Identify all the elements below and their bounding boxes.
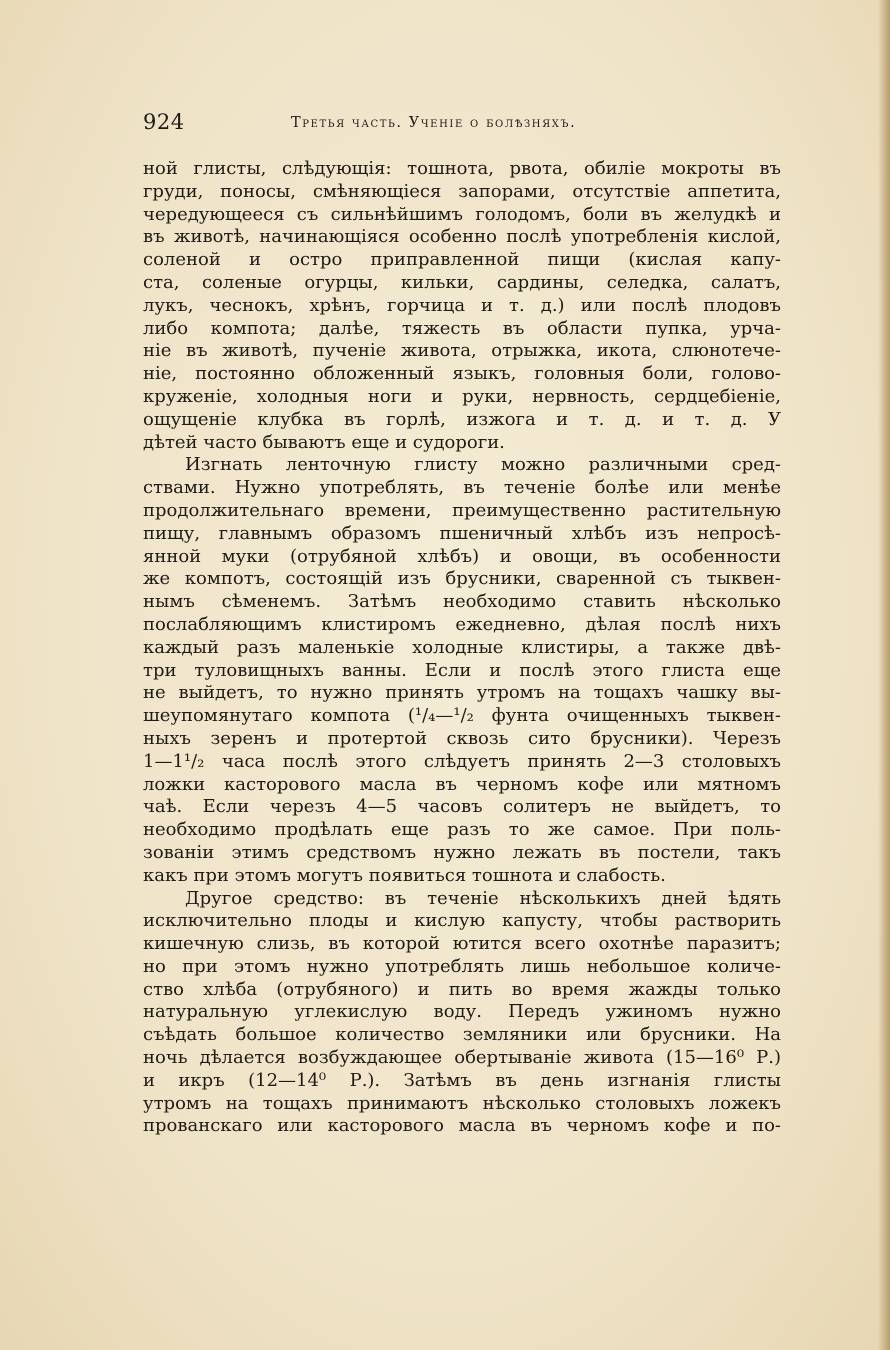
text-line: въ животѣ, начинающіяся особенно послѣ употребленія кислой, — [143, 226, 781, 248]
text-line: прованскаго или касторового масла въ черномъ кофе и по- — [143, 1115, 781, 1137]
text-line: три туловищныхъ ванны. Если и послѣ этого глиста еще — [143, 659, 781, 681]
text-line: продолжительнаго времени, преимущественно растительную — [143, 499, 781, 521]
text-line: кишечную слизь, въ которой ютится всего охотнѣе паразитъ; — [143, 933, 781, 955]
text-line: и икръ (12—14⁰ Р.). Затѣмъ въ день изгнанія глисты — [143, 1069, 781, 1091]
text-line: ніе, постоянно обложенный языкъ, головныя боли, голово- — [143, 363, 781, 385]
text-line: чередующееся съ сильнѣйшимъ голодомъ, боли въ желудкѣ и — [143, 203, 781, 225]
text-line: Изгнать ленточную глисту можно различными сред- — [185, 454, 781, 476]
text-line: какъ при этомъ могутъ появиться тошнота и слабость. — [143, 864, 666, 886]
text-line: ствами. Нужно употреблять, въ теченіе болѣе или менѣе — [143, 477, 781, 499]
text-line: чаѣ. Если черезъ 4—5 часовъ солитеръ не выйдетъ, то — [143, 796, 781, 818]
text-line: натуральную углекислую воду. Передъ ужиномъ нужно — [143, 1001, 781, 1023]
text-line: круженіе, холодныя ноги и руки, нервность, сердцебіеніе, — [143, 385, 781, 407]
text-line: либо компота; далѣе, тяжесть въ области пупка, урча- — [143, 317, 781, 339]
text-line: янной муки (отрубяной хлѣбъ) и овощи, въ особенности — [143, 545, 781, 567]
text-line: исключительно плоды и кислую капусту, чтобы растворить — [143, 910, 781, 932]
text-line: лукъ, чеснокъ, хрѣнъ, горчица и т. д.) или послѣ плодовъ — [143, 294, 781, 316]
text-line: ніе въ животѣ, пученіе живота, отрыжка, икота, слюнотече- — [143, 340, 781, 362]
text-line: съѣдать большое количество земляники или брусники. На — [143, 1024, 781, 1046]
text-line: ной глисты, слѣдующія: тошнота, рвота, обиліе мокроты въ — [143, 158, 781, 179]
text-line: утромъ на тощахъ принимаютъ нѣсколько столовыхъ ложекъ — [143, 1092, 781, 1114]
text-line: груди, поносы, смѣняющіеся запорами, отсутствіе аппетита, — [143, 180, 781, 202]
page-number: 924 — [143, 110, 185, 134]
text-line: шеупомянутаго компота (¹/₄—¹/₂ фунта очищенныхъ тыквен- — [143, 705, 781, 727]
text-line: нымъ сѣменемъ. Затѣмъ необходимо ставить нѣсколько — [143, 591, 781, 613]
page-edge — [878, 0, 890, 1350]
text-line: же компотъ, состоящій изъ брусники, сваренной съ тыквен- — [143, 568, 781, 590]
paragraph-3 — [143, 888, 781, 1139]
text-line: не выйдетъ, то нужно принять утромъ на тощахъ чашку вы- — [143, 682, 781, 704]
text-line: пищу, главнымъ образомъ пшеничный хлѣбъ изъ непросѣ- — [143, 522, 781, 544]
text-line: дѣтей часто бываютъ еще и судороги. — [143, 431, 505, 453]
text-line: ста, соленые огурцы, кильки, сардины, селедка, салатъ, — [143, 271, 781, 293]
body-text — [143, 158, 781, 1138]
text-line: соленой и остро приправленной пищи (кислая капу- — [143, 249, 781, 271]
text-line: ство хлѣба (отрубяного) и пить во время жажды только — [143, 978, 781, 1000]
running-head: Третья часть. Ученіе о болѣзняхъ. — [291, 115, 577, 131]
text-line: ощущеніе клубка въ горлѣ, изжога и т. д. и т. д. У — [143, 408, 781, 430]
text-line: ложки касторового масла въ черномъ кофе или мятномъ — [143, 773, 781, 795]
paragraph-2 — [143, 454, 781, 887]
text-line: послабляющимъ клистиромъ ежедневно, дѣлая послѣ нихъ — [143, 613, 781, 635]
text-line: необходимо продѣлать еще разъ то же самое. При поль- — [143, 819, 781, 841]
page-header — [143, 110, 785, 140]
text-line: зованіи этимъ средствомъ нужно лежать въ постели, такъ — [143, 841, 781, 863]
text-line: ныхъ зеренъ и протертой сквозь сито брусники). Черезъ — [143, 727, 781, 749]
text-line: но при этомъ нужно употреблять лишь небольшое количе- — [143, 955, 781, 977]
text-line: каждый разъ маленькіе холодные клистиры, а также двѣ- — [143, 636, 781, 658]
paragraph-1 — [143, 158, 781, 454]
text-line: 1—1¹/₂ часа послѣ этого слѣдуетъ принять 2—3 столовыхъ — [143, 750, 781, 772]
text-line: Другое средство: въ теченіе нѣсколькихъ дней ѣдять — [185, 887, 781, 909]
text-line: ночь дѣлается возбуждающее обертываніе живота (15—16⁰ Р.) — [143, 1047, 781, 1069]
